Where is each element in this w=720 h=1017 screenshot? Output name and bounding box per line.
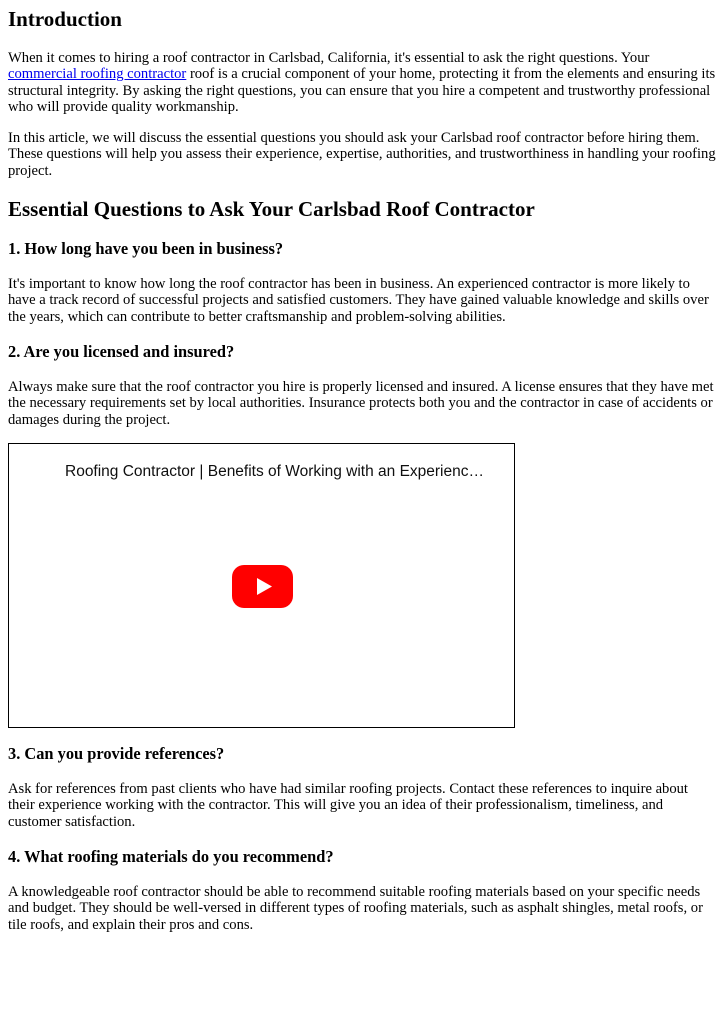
q4-line-2: and budget. They should be well-versed in different types of roofing materials, such as asphalt shingles, metal roofs, or — [8, 900, 703, 917]
intro-p1-line-4: who will provide quality workmanship. — [8, 99, 239, 116]
q3-line-3: customer satisfaction. — [8, 813, 136, 830]
question-3-paragraph — [8, 781, 714, 830]
q4-line-3: tile roofs, and explain their pros and cons. — [8, 916, 254, 933]
embedded-video[interactable] — [8, 443, 515, 728]
play-triangle-icon — [232, 565, 293, 608]
q2-line-2: the necessary requirements set by local authorities. Insurance protects both you and the contractor in case of accidents or — [8, 395, 713, 412]
question-1-paragraph — [8, 276, 714, 325]
youtube-play-icon[interactable] — [232, 565, 293, 608]
intro-paragraph-2 — [8, 130, 714, 179]
question-2-heading: 2. Are you licensed and insured? — [8, 342, 235, 361]
intro-p2-line-3: project. — [8, 162, 53, 179]
question-4-heading: 4. What roofing materials do you recommend? — [8, 847, 334, 866]
question-4-paragraph — [8, 884, 714, 933]
q1-line-2: have a track record of successful projects and satisfied customers. They have gained valuable knowledge and skills over — [8, 292, 709, 309]
q4-line-1: A knowledgeable roof contractor should be able to recommend suitable roofing materials based on your specific needs — [8, 884, 701, 900]
commercial-roofing-contractor-link[interactable]: commercial roofing contractor — [8, 66, 187, 83]
question-3-heading: 3. Can you provide references? — [8, 744, 225, 763]
intro-p1-line-3: structural integrity. By asking the right questions, you can ensure that you hire a competent and trustworthy professional — [8, 82, 711, 99]
q1-line-1: It's important to know how long the roof contractor has been in business. An experienced contractor is more likely to — [8, 276, 690, 292]
q2-line-1: Always make sure that the roof contractor you hire is properly licensed and insured. A license ensures that they have met — [8, 379, 714, 395]
intro-p1-line-1: When it comes to hiring a roof contractor in Carlsbad, California, it's essential to ask the right questions. Your — [8, 50, 650, 66]
intro-p2-line-1: In this article, we will discuss the essential questions you should ask your Carlsbad roof contractor before hiring them. — [8, 130, 700, 146]
intro-heading: Introduction — [8, 7, 122, 31]
question-1-heading: 1. How long have you been in business? — [8, 239, 284, 258]
q1-line-3: the years, which can contribute to better craftsmanship and problem-solving abilities. — [8, 308, 506, 325]
q2-line-3: damages during the project. — [8, 411, 171, 428]
intro-p1-line-2 — [8, 66, 714, 82]
q3-line-1: Ask for references from past clients who have had similar roofing projects. Contact these references to inquire about — [8, 781, 688, 797]
q3-line-2: their experience working with the contractor. This will give you an idea of their professionalism, timeliness, and — [8, 797, 664, 814]
intro-paragraph-1 — [8, 50, 714, 116]
intro-p1-line-2-text: roof is a crucial component of your home, protecting it from the elements and ensuring its — [186, 66, 716, 83]
video-title[interactable]: Roofing Contractor | Benefits of Working with an Experienc… — [65, 463, 484, 480]
question-2-paragraph — [8, 379, 714, 428]
intro-p2-line-2: These questions will help you assess their experience, expertise, authorities, and trustworthiness in handling your roofing — [8, 146, 716, 163]
section-heading: Essential Questions to Ask Your Carlsbad Roof Contractor — [8, 197, 535, 221]
